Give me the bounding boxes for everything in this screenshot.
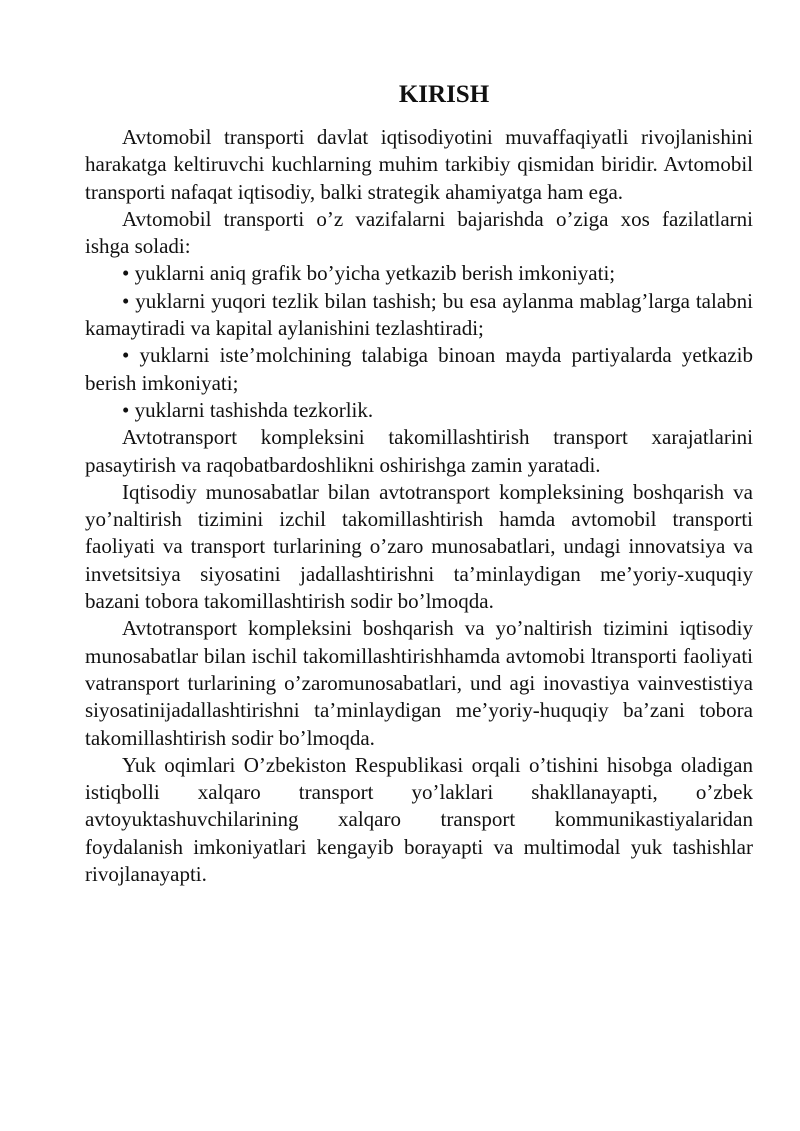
bullet-item: • yuklarni aniq grafik bo’yicha yetkazib berish imkoniyati; bbox=[122, 261, 616, 286]
paragraph-qualities: Avtomobil transporti o’z vazifalarni bajarishda o’ziga xos fazilatlarni ishga soladi: bbox=[85, 206, 753, 259]
document-page bbox=[85, 78, 753, 888]
paragraph-cargo-flows: Yuk oqimlari O’zbekiston Respublikasi orqali o’tishini hisobga oladigan istiqbolli xalqaro transport yo’laklari shakllanayapti, o’zbek avtoyuktashuvchilarining xalqaro transport kommunikastiyalaridan foydalanish imkoniyatlari kengayib borayapti va multimodal yuk tashishlar rivojlanayapti. bbox=[85, 752, 753, 887]
bullet-item: • yuklarni iste’molchining talabiga binoan mayda partiyalarda yetkazib berish imkoniyati; bbox=[85, 343, 753, 395]
bullet-item: • yuklarni tashishda tezkorlik. bbox=[122, 397, 374, 422]
paragraph-complex: Avtotransport kompleksini takomillashtirish transport xarajatlarini pasaytirish va raqobatbardoshlikni oshirishga zamin yaratadi. bbox=[85, 425, 753, 477]
paragraph-intro: Avtomobil transporti davlat iqtisodiyotini muvaffaqiyatli rivojlanishini harakatga keltiruvchi kuchlarning muhim tarkibiy qismidan biridir. Avtomobil transporti nafaqat iqtisodiy, balki strategik ahamiyatga ham ega. bbox=[85, 125, 753, 204]
bullet-item: • yuklarni yuqori tezlik bilan tashish; bu esa aylanma mablag’larga talabni kamaytiradi va kapital aylanishini tezlashtiradi; bbox=[85, 288, 753, 341]
page-title: KIRISH bbox=[398, 81, 490, 108]
paragraph-management: Avtotransport kompleksini boshqarish va yo’naltirish tizimini iqtisodiy munosabatlar bilan ischil takomillashtirishhamda avtomobi ltransporti faoliyati vatransport turlarining o’zaromunosabatlari, und agi inovastiya vainvestistiya siyosatinijadallashtirishni ta’minlaydigan me’yoriy-huquqiy ba’zani tobora takomillashtirish sodir bo’lmoqda. bbox=[85, 616, 753, 750]
paragraph-economic: Iqtisodiy munosabatlar bilan avtotransport kompleksining boshqarish va yo’naltirish tizimini izchil takomillashtirish hamda avtomobil transporti faoliyati va transport turlarining o’zaro munosabatlari, undagi innovatsiya va invetsitsiya siyosatini jadallashtirishni ta’minlaydigan me’yoriy-xuquqiy bazani tobora takomillashtirish sodir bo’lmoqda. bbox=[85, 479, 753, 614]
